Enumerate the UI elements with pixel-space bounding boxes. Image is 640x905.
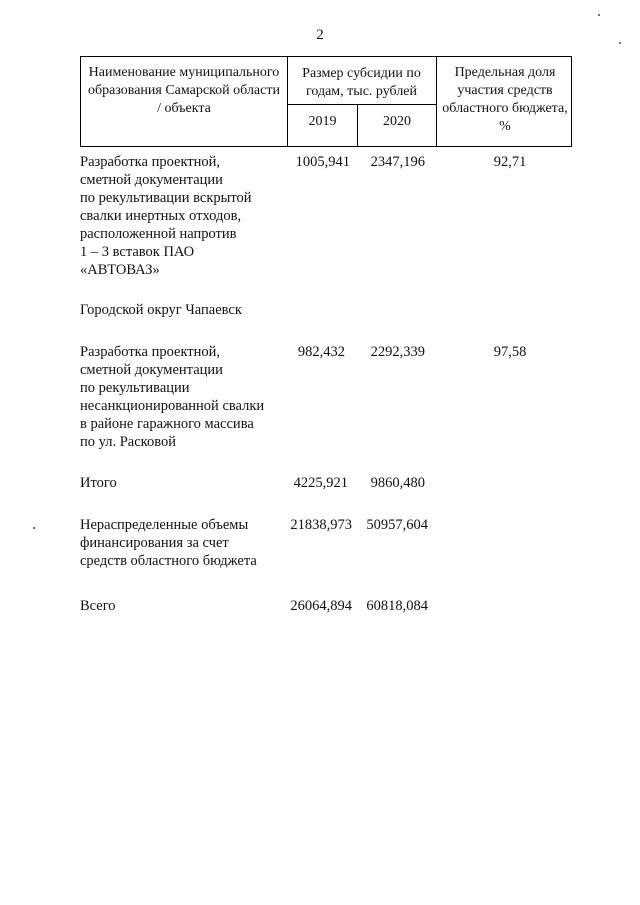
column-divider <box>287 57 288 146</box>
subtotal-2020: 9860,480 <box>370 475 425 491</box>
municipality-heading: Городской округ Чапаевск <box>80 302 242 318</box>
row-share: 97,58 <box>493 344 527 360</box>
header-subsidy: Размер субсидии по годам, тыс. рублей <box>302 66 421 99</box>
total-label: Всего <box>80 598 116 614</box>
row-name: Разработка проектной, сметной документации по рекультивации несанкционированной свалки в районе гаражного массива по ул. Расковой <box>80 344 265 450</box>
scan-speck <box>598 14 600 16</box>
row-value-2019: 982,432 <box>297 344 345 360</box>
total-2019: 26064,894 <box>290 598 352 614</box>
header-year-2019: 2019 <box>308 114 337 129</box>
scan-speck <box>33 527 35 529</box>
column-divider <box>436 57 437 146</box>
total-2020: 60818,084 <box>366 598 428 614</box>
unallocated-label: Нераспределенные объемы финансирования за счет средств областного бюджета <box>80 517 257 569</box>
header-year-2020: 2020 <box>383 114 411 129</box>
unallocated-2019: 21838,973 <box>290 517 352 533</box>
subheader-divider <box>287 104 436 105</box>
scan-speck <box>619 42 621 44</box>
row-share: 92,71 <box>493 154 527 170</box>
row-name: Разработка проектной, сметной документации по рекультивации вскрытой свалки инертных отходов, расположенной напротив 1 – 3 вставок ПАО «АВТОВАЗ» <box>80 154 252 278</box>
row-value-2020: 2347,196 <box>370 154 425 170</box>
page-number: 2 <box>316 27 324 43</box>
unallocated-2020: 50957,604 <box>366 517 428 533</box>
table-header <box>80 56 572 147</box>
row-value-2019: 1005,941 <box>295 154 350 170</box>
header-share: Предельная доля участия средств областного бюджета, % <box>442 65 568 134</box>
header-name: Наименование муниципального образования Самарской области / объекта <box>88 65 280 116</box>
subtotal-label: Итого <box>80 475 117 491</box>
subtotal-2019: 4225,921 <box>293 475 348 491</box>
row-value-2020: 2292,339 <box>370 344 425 360</box>
